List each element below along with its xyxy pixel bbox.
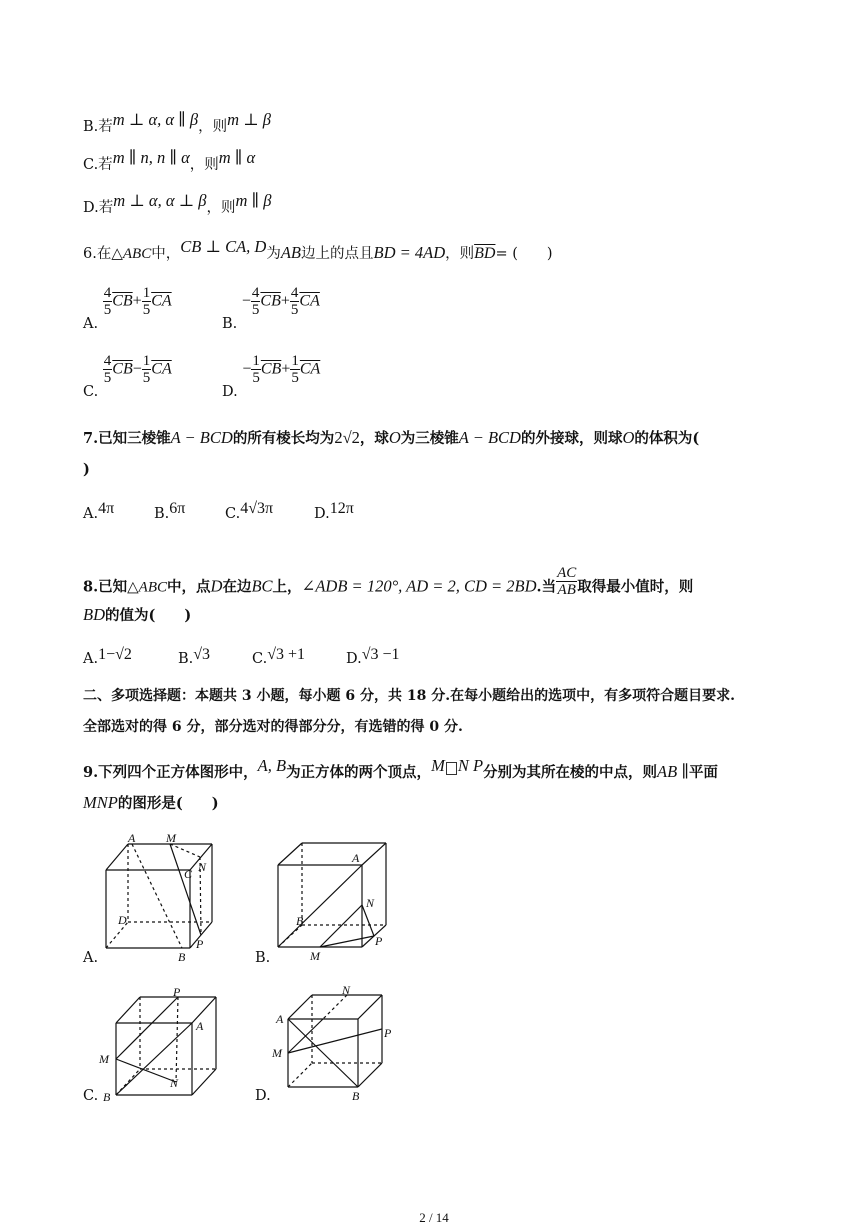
q6-c-v2: $\overline{CA}$ <box>151 360 172 378</box>
q6-text-a: 6.在 <box>83 246 112 262</box>
q6-text-d: 边上的点且 <box>301 246 374 262</box>
q5-b-expr: m ⊥ α, α ∥ β <box>112 110 199 129</box>
q6-c-d1: 5 <box>103 370 112 386</box>
vertex-c-label: C <box>184 867 193 881</box>
q6-c-d2: 5 <box>142 370 151 386</box>
q8-a-label: A. <box>83 651 99 667</box>
q6-triangle: △ABC <box>111 246 152 262</box>
q5-option-b <box>83 110 272 137</box>
cube-figure-c <box>96 985 226 1110</box>
q7-option-a <box>83 500 115 523</box>
q8-stem-2 <box>83 605 191 626</box>
q8-text-g: 的值为( ) <box>105 607 192 624</box>
q8-point-d: D <box>210 576 223 596</box>
q6-option-a <box>83 285 172 332</box>
q6-b-d1: 5 <box>251 302 260 318</box>
q9-plane-mnp: MNP <box>83 793 118 812</box>
figure-b-label: B. <box>255 950 271 966</box>
vertex-a-label: A <box>128 831 136 845</box>
q6-d-v2: $\overline{CA}$ <box>299 360 321 378</box>
point-m-label-b: M <box>310 949 320 963</box>
q6-a-d1: 5 <box>103 302 112 318</box>
q7-edge-length: 2√2 <box>334 428 360 447</box>
q7-text-g: ) <box>83 461 90 478</box>
q9-stem <box>83 756 718 783</box>
q7-sphere-o-2: O <box>622 428 635 447</box>
q7-text-e: 的外接球，则球 <box>520 430 623 447</box>
q5-c-mid: ，则 <box>189 157 219 173</box>
q7-sphere-o-1: O <box>388 428 401 447</box>
q6-text-c: 为 <box>266 246 281 262</box>
q5-b-concl: m ⊥ β <box>227 110 272 129</box>
q9-text-e: 的图形是( ) <box>117 795 219 812</box>
q6-a-label: A. <box>83 315 99 332</box>
vertex-b-label-c: B <box>103 1090 111 1104</box>
q8-text-c: 在边 <box>222 578 252 596</box>
q7-d-label: D. <box>314 506 330 522</box>
q8-b-value: √3 <box>193 646 211 663</box>
q8-b-label: B. <box>178 651 194 667</box>
point-p-label: P <box>196 937 204 951</box>
vertex-a-label-b: A <box>352 851 360 865</box>
q7-b-label: B. <box>154 506 170 522</box>
q5-b-lead: B.若 <box>83 119 113 135</box>
q6-c-frac2 <box>142 353 152 386</box>
vertex-b-label-b: B <box>296 914 304 928</box>
q8-text-b: 中，点 <box>167 578 211 596</box>
q6-d-v1: $\overline{CB}$ <box>260 360 282 378</box>
vertex-b-label: B <box>178 950 186 964</box>
q6-b-op: + <box>280 292 290 310</box>
q6-a-v1: $\overline{CB}$ <box>112 292 133 310</box>
page-number: 2 / 14 <box>419 1210 449 1225</box>
q5-d-mid: ，则 <box>206 200 236 216</box>
q5-option-c <box>83 148 256 175</box>
q7-c-label: C. <box>225 506 241 522</box>
q6-c-label: C. <box>83 383 99 400</box>
point-n-label-b: N <box>366 896 375 910</box>
q6-option-d <box>222 353 321 400</box>
q6-b-n1: 4 <box>251 285 260 301</box>
q6-a-frac2 <box>142 285 152 318</box>
q8-d-label: D. <box>346 651 362 667</box>
q8-conditions: ∠ADB = 120°, AD = 2, CD = 2BD <box>301 576 537 596</box>
vertex-a-label-d: A <box>276 1012 284 1026</box>
q8-fraction <box>556 565 577 598</box>
missing-glyph-icon <box>446 762 457 775</box>
q6-c-op: − <box>132 360 142 378</box>
q8-option-c <box>252 646 305 668</box>
q6-segment-ab: AB <box>280 243 301 262</box>
figure-c-label: C. <box>83 1088 99 1104</box>
q8-text-f: 取得最小值时，则 <box>577 578 694 596</box>
q6-d-n1: 1 <box>252 353 260 369</box>
section2-line2: 全部选对的得 6 分，部分选对的得部分分，有选错的得 0 分. <box>83 719 463 735</box>
point-n-label-d: N <box>342 985 351 997</box>
point-m-label-d: M <box>272 1046 282 1060</box>
q6-text-b: 中， <box>151 246 181 262</box>
q9-text-d: 平面 <box>688 764 718 781</box>
q8-stem <box>83 565 694 604</box>
q6-d-frac1 <box>251 353 261 386</box>
q8-side-bc: BC <box>251 576 273 596</box>
q6-a-n2: 1 <box>142 285 151 301</box>
vertex-d-label: D <box>118 913 127 927</box>
q7-c-value: 4√3π <box>240 500 274 517</box>
q9-stem-2 <box>83 793 219 814</box>
point-m-label: M <box>166 831 176 845</box>
q5-c-expr: m ∥ n, n ∥ α <box>112 148 190 167</box>
q5-d-lead: D.若 <box>83 200 114 216</box>
q6-b-d2: 5 <box>290 302 299 318</box>
q6-relation: BD = 4AD <box>373 243 446 262</box>
q6-stem <box>83 237 553 264</box>
q6-d-d2: 5 <box>291 370 299 386</box>
cube-figure-b <box>272 835 392 965</box>
q9-text-a: 9.下列四个正方体图形中， <box>83 764 258 781</box>
q8-option-b <box>178 646 211 668</box>
q6-b-frac2 <box>290 285 300 318</box>
figure-a-label: A. <box>83 950 99 966</box>
q6-a-frac1 <box>103 285 113 318</box>
q7-b-value: 6π <box>169 500 186 517</box>
point-p-label-d: P <box>384 1026 392 1040</box>
figure-d-label: D. <box>255 1088 271 1104</box>
q7-a-value: 4π <box>98 500 115 517</box>
q6-b-v2: $\overline{CA}$ <box>299 292 320 310</box>
q7-option-c <box>225 500 274 523</box>
cube-figure-d <box>268 985 398 1105</box>
q6-b-v1: $\overline{CB}$ <box>260 292 281 310</box>
q8-d-value: √3 −1 <box>361 646 400 663</box>
q8-frac-num: AC <box>557 565 577 581</box>
q6-text-f: = ( ) <box>495 246 553 262</box>
q7-option-d <box>314 500 354 523</box>
q8-text-e: .当 <box>536 578 557 596</box>
q8-text-d: 上， <box>272 578 302 596</box>
q8-frac-den: AB <box>557 582 576 598</box>
vertex-a-label-c: A <box>196 1019 204 1033</box>
q7-pyramid-2: A − BCD <box>458 428 521 447</box>
q9-point-m: M <box>431 756 445 775</box>
q9-text-b: 为正方体的两个顶点， <box>286 764 432 781</box>
q6-vector-bd: $\overline{BD}$ <box>474 245 496 262</box>
q6-c-frac1 <box>103 353 113 386</box>
q6-d-label: D. <box>222 383 238 400</box>
q5-c-lead: C.若 <box>83 157 113 173</box>
point-p-label-c: P <box>173 985 181 999</box>
q5-c-concl: m ∥ α <box>218 148 256 167</box>
q8-triangle: △ABC <box>127 579 168 596</box>
q6-text-e: ，则 <box>445 246 475 262</box>
q6-c-v1: $\overline{CB}$ <box>112 360 133 378</box>
q8-option-d <box>346 646 400 668</box>
q7-d-value: 12π <box>329 500 354 517</box>
q9-points-np: N P <box>457 756 484 775</box>
point-m-label-c: M <box>99 1052 109 1066</box>
q9-text-c: 分别为其所在棱的中点，则 <box>483 764 658 781</box>
q8-c-label: C. <box>252 651 268 667</box>
q7-text-f: 的体积为( <box>634 430 700 447</box>
q6-a-d2: 5 <box>142 302 151 318</box>
cube-figure-a <box>100 830 225 965</box>
q7-option-b <box>154 500 186 523</box>
q5-option-d <box>83 191 272 218</box>
q5-d-expr: m ⊥ α, α ⊥ β <box>113 191 207 210</box>
q9-ab-parallel: AB ∥ <box>657 762 689 781</box>
q5-b-mid: ，则 <box>198 119 228 135</box>
q6-b-label: B. <box>222 315 238 332</box>
q6-d-d1: 5 <box>252 370 260 386</box>
q7-text-d: 为三棱锥 <box>400 430 459 447</box>
q6-b-frac1 <box>251 285 261 318</box>
point-p-label-b: P <box>375 934 383 948</box>
q5-d-concl: m ∥ β <box>235 191 272 210</box>
q8-a-value: 1−√2 <box>98 646 132 663</box>
q6-b-sign: − <box>241 292 251 310</box>
section2-line1: 二、多项选择题：本题共 3 小题，每小题 6 分，共 18 分.在每小题给出的选项中，有多项符合题目要求. <box>83 688 735 704</box>
q7-stem-end <box>83 460 90 480</box>
q6-d-frac2 <box>290 353 300 386</box>
q6-d-sign: − <box>242 360 252 378</box>
q7-pyramid-1: A − BCD <box>170 428 233 447</box>
vertex-b-label-d: B <box>352 1089 360 1103</box>
q6-option-c <box>83 353 172 400</box>
q7-text-a: 7.已知三棱锥 <box>83 430 171 447</box>
q7-stem <box>83 428 699 449</box>
q8-c-value: √3 +1 <box>267 646 305 663</box>
q7-a-label: A. <box>83 506 99 522</box>
point-n-label: N <box>198 860 207 874</box>
q8-segment-bd: BD <box>83 605 105 624</box>
q7-text-b: 的所有棱长均为 <box>232 430 335 447</box>
q6-d-n2: 1 <box>291 353 299 369</box>
q9-points-ab: A, B <box>257 756 287 775</box>
q6-option-b <box>222 285 320 332</box>
q6-c-n1: 4 <box>103 353 112 369</box>
q6-a-v2: $\overline{CA}$ <box>151 292 172 310</box>
q8-text-a: 8.已知 <box>83 578 128 596</box>
q6-c-n2: 1 <box>142 353 151 369</box>
q7-text-c: ，球 <box>359 430 389 447</box>
q6-b-n2: 4 <box>290 285 299 301</box>
point-n-label-c: N <box>170 1076 179 1090</box>
q6-a-op: + <box>132 292 142 310</box>
q6-condition: CB ⊥ CA, D <box>180 237 267 256</box>
q6-d-op: + <box>281 360 291 378</box>
q8-option-a <box>83 646 132 668</box>
q6-a-n1: 4 <box>103 285 112 301</box>
